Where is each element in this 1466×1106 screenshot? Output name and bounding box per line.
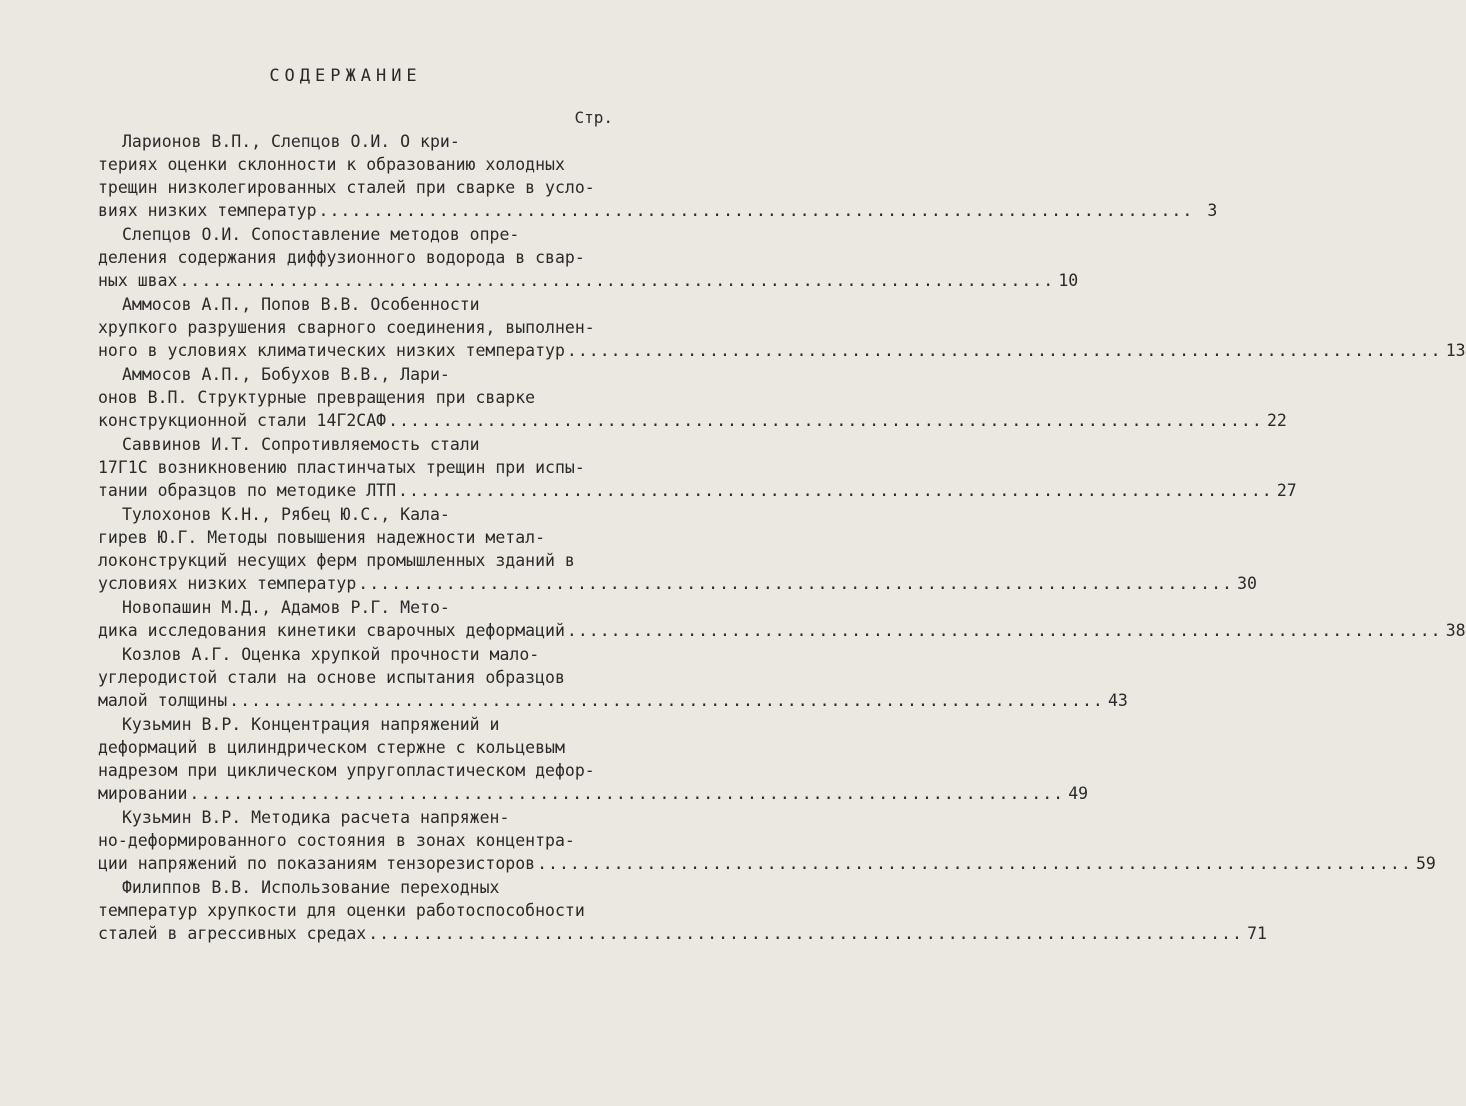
page-column-label: Стр. — [574, 108, 613, 127]
toc-entry-line: Кузьмин В.Р. Методика расчета напряжен- — [122, 808, 510, 827]
toc-entry-text: ции напряжений по показаниям тензорезисторов — [98, 854, 536, 873]
toc-page-number: 22 — [1266, 411, 1287, 430]
toc-entry-line: надрезом при циклическом упругопластическом дефор- — [98, 761, 595, 780]
toc-entry-line — [98, 782, 1089, 805]
toc-entry-line — [98, 689, 1128, 712]
leader-dots: ................................................................................ — [179, 271, 1055, 290]
leader-dots: ................................................................................ — [398, 481, 1273, 500]
toc-entry-line: Козлов А.Г. Оценка хрупкой прочности мало- — [122, 645, 540, 664]
leader-dots: ................................................................................ — [388, 411, 1263, 430]
toc-entry-text: виях низких температур — [98, 201, 317, 220]
toc-entry-line: Ларионов В.П., Слепцов О.И. О кри- — [122, 132, 460, 151]
toc-entry-line: 17Г1С возникновению пластинчатых трещин при испы- — [98, 458, 585, 477]
toc-entry-line: Тулохонов К.Н., Рябец Ю.С., Кала- — [122, 505, 450, 524]
leader-dots: ................................................................................ — [229, 691, 1104, 710]
leader-dots: ................................................................................ — [368, 924, 1243, 943]
toc-entry-text: конструкционной стали 14Г2САФ — [98, 411, 387, 430]
toc-entry-line — [98, 852, 1436, 875]
toc-entry-line: углеродистой стали на основе испытания образцов — [98, 668, 565, 687]
toc-page-number: 49 — [1068, 784, 1089, 803]
leader-dots: ................................................................................ — [566, 341, 1442, 360]
toc-entry-line: онов В.П. Структурные превращения при сварке — [98, 388, 536, 407]
toc-entry-text: малой толщины — [98, 691, 228, 710]
toc-entry-text: мировании — [98, 784, 188, 803]
leader-dots: ................................................................................ — [318, 201, 1194, 220]
leader-dots: ................................................................................ — [189, 784, 1065, 803]
toc-entry-line: локонструкций несущих ферм промышленных зданий в — [98, 551, 575, 570]
toc-entry-line — [98, 269, 1079, 292]
toc-entry-text: условиях низких температур — [98, 574, 357, 593]
toc-page-number: 30 — [1237, 574, 1257, 593]
toc-entry-line: Слепцов О.И. Сопоставление методов опре- — [122, 225, 520, 244]
leader-dots: ................................................................................ — [358, 574, 1233, 593]
toc-entry-line: но-деформированного состояния в зонах концентра- — [98, 831, 575, 850]
toc-entry-text: ного в условиях климатических низких температур — [98, 341, 565, 360]
toc-entry-line: температур хрупкости для оценки работоспособности — [98, 901, 585, 920]
toc-entry-text: сталей в агрессивных средах — [98, 924, 367, 943]
leader-dots: ................................................................................ — [537, 854, 1412, 873]
toc-page-number: 43 — [1107, 691, 1128, 710]
page-title: СОДЕРЖАНИЕ — [269, 66, 422, 86]
toc-entry-line: териях оценки склонности к образованию холодных — [98, 155, 565, 174]
toc-entry-line: Аммосов А.П., Попов В.В. Особенности — [122, 295, 480, 314]
toc-page-number: 13 — [1445, 341, 1466, 360]
toc-entry-line — [98, 922, 1267, 945]
toc-page-number: 59 — [1415, 854, 1436, 873]
leader-dots: ................................................................................ — [566, 621, 1442, 640]
toc-entry-text: дика исследования кинетики сварочных деформаций — [98, 621, 565, 640]
toc-page-number: 3 — [1207, 201, 1218, 220]
toc-entry-line — [98, 619, 1466, 642]
toc-entry-line — [98, 479, 1297, 502]
toc-entry-line — [98, 199, 1218, 222]
toc-page-number: 71 — [1247, 924, 1267, 943]
toc-entry-line: Аммосов А.П., Бобухов В.В., Лари- — [122, 365, 450, 384]
toc-entry-line: деления содержания диффузионного водорода в свар- — [98, 248, 585, 267]
toc-entry-line: Саввинов И.Т. Сопротивляемость стали — [122, 435, 480, 454]
toc-entry-text: тании образцов по методике ЛТП — [98, 481, 397, 500]
toc-page-number: 10 — [1058, 271, 1079, 290]
toc-entry-line: Кузьмин В.Р. Концентрация напряжений и — [122, 715, 500, 734]
toc-entry-line: трещин низколегированных сталей при сварке в усло- — [98, 178, 595, 197]
toc-entry-line: Филиппов В.В. Использование переходных — [122, 878, 500, 897]
toc-entry-line — [98, 409, 1287, 432]
toc-entry-line: Новопашин М.Д., Адамов Р.Г. Мето- — [122, 598, 450, 617]
toc-entry-line — [98, 339, 1466, 362]
toc-entry-text: ных швах — [98, 271, 178, 290]
toc-entry-line: хрупкого разрушения сварного соединения, выполнен- — [98, 318, 595, 337]
toc-entry-line: деформаций в цилиндрическом стержне с кольцевым — [98, 738, 565, 757]
toc-page-number: 38 — [1445, 621, 1466, 640]
toc-page-number: 27 — [1276, 481, 1297, 500]
toc-entry-line — [98, 572, 1257, 595]
toc-entry-line: гирев Ю.Г. Методы повышения надежности метал- — [98, 528, 546, 547]
